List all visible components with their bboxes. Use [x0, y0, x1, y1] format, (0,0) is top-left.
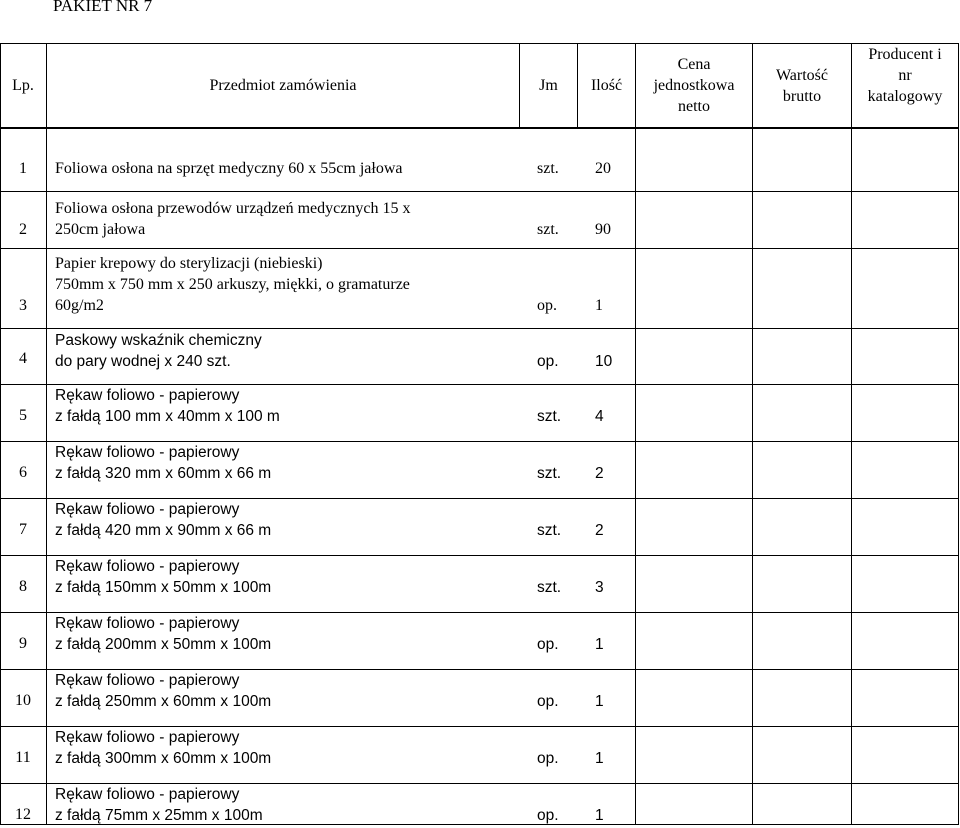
unit: szt. [537, 221, 559, 238]
row-number: 8 [19, 578, 27, 595]
row-number: 6 [19, 464, 27, 481]
header-jm: Jm [539, 77, 558, 94]
row-number: 1 [19, 160, 27, 177]
item-description-line: 60g/m2 [55, 297, 104, 314]
item-description-line: 750mm x 750 mm x 250 arkuszy, miękki, o gramaturze [55, 276, 410, 293]
item-description-line: Rękaw foliowo - papierowy [55, 501, 240, 518]
quantity: 4 [595, 408, 604, 425]
header-price-line: netto [678, 98, 710, 115]
table-border-top [0, 43, 959, 44]
header-producer-line: katalogowy [867, 88, 943, 105]
item-description-line: Papier krepowy do sterylizacji (niebieski) [55, 255, 323, 272]
item-description-line: Foliowa osłona na sprzęt medyczny 60 x 55cm jałowa [55, 160, 403, 177]
item-description-line: z fałdą 250mm x 60mm x 100m [55, 693, 272, 710]
col-line [958, 43, 959, 825]
quantity: 3 [595, 579, 604, 596]
item-description [55, 784, 615, 826]
item-description [55, 499, 615, 541]
unit: szt. [537, 160, 559, 177]
item-description-line: Rękaw foliowo - papierowy [55, 786, 240, 803]
header-lp: Lp. [12, 77, 34, 94]
item-description-line: z fałdą 100 mm x 40mm x 100 m [55, 408, 280, 425]
item-description [55, 158, 615, 179]
unit: szt. [537, 465, 562, 482]
item-description-line: Foliowa osłona przewodów urządzeń medycznych 15 x [55, 200, 411, 217]
row-number: 10 [15, 692, 31, 709]
item-description [55, 613, 615, 655]
item-description-line: Rękaw foliowo - papierowy [55, 444, 240, 461]
item-description-line: Paskowy wskaźnik chemiczny [55, 332, 262, 349]
unit: szt. [537, 408, 562, 425]
row-number: 3 [19, 297, 27, 314]
item-description [55, 727, 615, 769]
item-description [55, 253, 615, 316]
item-description-line: z fałdą 200mm x 50mm x 100m [55, 636, 272, 653]
col-line [46, 43, 47, 825]
quantity: 1 [595, 297, 603, 314]
quantity: 1 [595, 807, 604, 824]
quantity: 20 [595, 160, 611, 177]
header-value-line: Wartość [775, 67, 829, 84]
header-producer [852, 44, 958, 107]
item-description [55, 442, 615, 484]
item-description-line: Rękaw foliowo - papierowy [55, 387, 240, 404]
item-description [55, 556, 615, 598]
item-description-line: z fałdą 320 mm x 60mm x 66 m [55, 465, 272, 482]
row-number: 11 [15, 749, 31, 766]
unit: op. [537, 297, 557, 314]
row-divider [0, 248, 959, 249]
col-line [635, 43, 636, 825]
unit: op. [537, 693, 559, 710]
quantity: 90 [595, 221, 611, 238]
row-number: 2 [19, 221, 27, 238]
item-description-line: z fałdą 300mm x 60mm x 100m [55, 750, 272, 767]
col-line [752, 43, 753, 825]
item-description-line: Rękaw foliowo - papierowy [55, 672, 240, 689]
item-description-line: 250cm jałowa [55, 221, 146, 238]
item-description [55, 670, 615, 712]
row-divider [0, 328, 959, 329]
item-description [55, 385, 615, 427]
header-price-line: Cena [677, 56, 711, 73]
header-value [753, 65, 851, 107]
row-number: 7 [19, 521, 27, 538]
item-description [55, 330, 615, 372]
order-table [0, 43, 959, 828]
col-line [851, 43, 852, 825]
row-number: 4 [19, 350, 27, 367]
item-description-line: do pary wodnej x 240 szt. [55, 353, 231, 370]
row-number: 9 [19, 635, 27, 652]
unit: op. [537, 807, 559, 824]
item-description-line: z fałdą 75mm x 25mm x 100m [55, 807, 263, 824]
header-price [636, 54, 752, 117]
row-divider [0, 191, 959, 192]
unit: op. [537, 750, 559, 767]
unit: op. [537, 353, 559, 370]
row-number: 12 [15, 806, 31, 823]
quantity: 1 [595, 693, 604, 710]
header-producer-line: nr [898, 67, 912, 84]
quantity: 2 [595, 522, 604, 539]
row-number: 5 [19, 407, 27, 424]
item-description-line: z fałdą 420 mm x 90mm x 66 m [55, 522, 272, 539]
header-item: Przedmiot zamówienia [209, 77, 357, 94]
header-producer-line: Producent i [868, 46, 942, 63]
header-price-line: jednostkowa [653, 77, 735, 94]
unit: szt. [537, 522, 562, 539]
quantity: 1 [595, 636, 604, 653]
item-description [55, 198, 615, 240]
item-description-line: Rękaw foliowo - papierowy [55, 729, 240, 746]
item-description-line: Rękaw foliowo - papierowy [55, 558, 240, 575]
unit: op. [537, 636, 559, 653]
header-divider-2 [0, 128, 959, 129]
quantity: 10 [595, 353, 613, 370]
header-qty: Ilość [590, 77, 623, 94]
quantity: 2 [595, 465, 604, 482]
header-value-line: brutto [782, 88, 822, 105]
item-description-line: Rękaw foliowo - papierowy [55, 615, 240, 632]
unit: szt. [537, 579, 562, 596]
item-description-line: z fałdą 150mm x 50mm x 100m [55, 579, 272, 596]
page-title: PAKIET NR 7 [53, 0, 153, 15]
quantity: 1 [595, 750, 604, 767]
